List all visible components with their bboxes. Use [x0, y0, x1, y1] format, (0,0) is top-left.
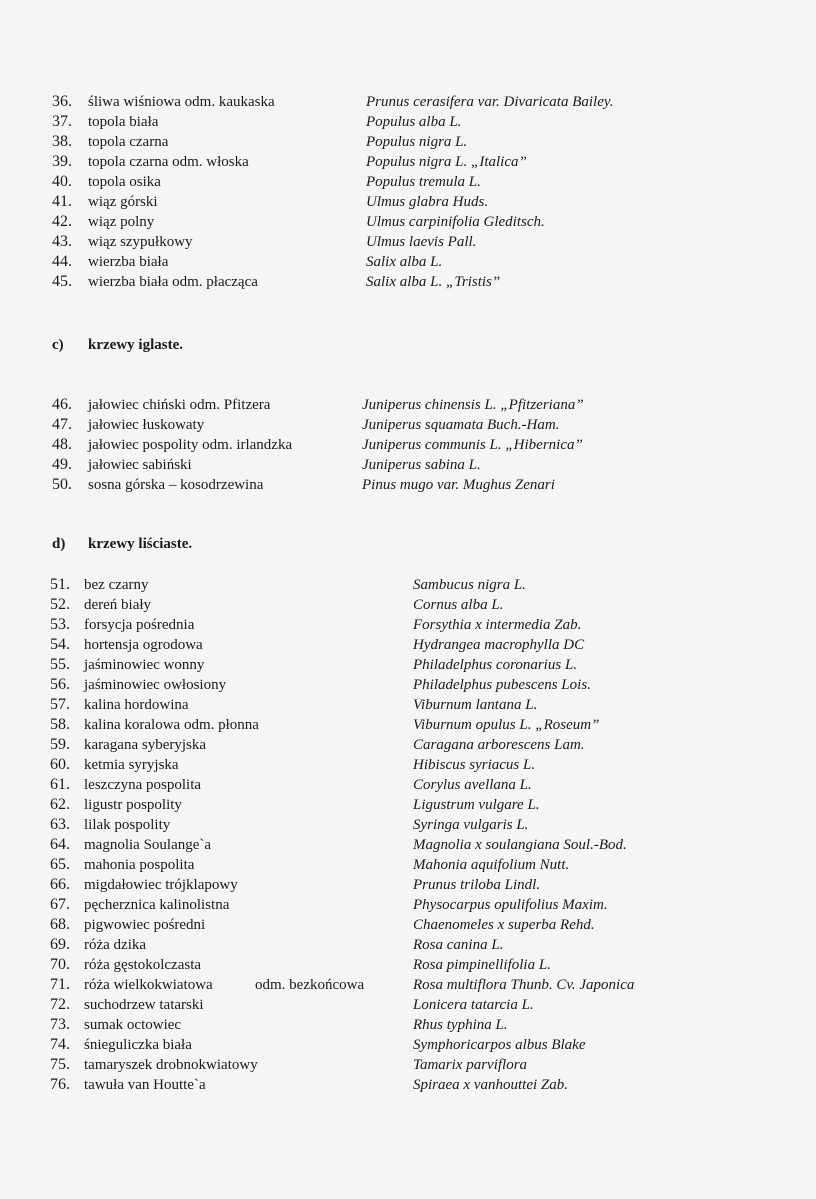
list-item	[0, 915, 816, 935]
latin-name: Spiraea x vanhouttei Zab.	[413, 1077, 568, 1093]
item-number: 72.	[50, 996, 70, 1013]
item-number: 57.	[50, 696, 70, 713]
latin-name: Ulmus laevis Pall.	[366, 234, 477, 250]
list-item	[0, 875, 816, 895]
latin-name: Forsythia x intermedia Zab.	[413, 617, 582, 633]
item-number: 58.	[50, 716, 70, 733]
list-item	[0, 192, 816, 212]
item-number: 67.	[50, 896, 70, 913]
polish-name: sosna górska – kosodrzewina	[88, 477, 264, 493]
list-item	[0, 735, 816, 755]
polish-name: kalina hordowina	[84, 697, 189, 713]
list-item	[0, 775, 816, 795]
latin-name: Rosa canina L.	[413, 937, 504, 953]
latin-name: Prunus cerasifera var. Divaricata Bailey.	[366, 94, 614, 110]
latin-name: Juniperus squamata Buch.-Ham.	[362, 417, 560, 433]
polish-name: jałowiec pospolity odm. irlandzka	[88, 437, 293, 453]
latin-name: Hibiscus syriacus L.	[413, 757, 536, 773]
polish-name: kalina koralowa odm. płonna	[84, 717, 259, 733]
latin-name: Rosa multiflora Thunb. Cv. Japonica	[413, 977, 635, 993]
latin-name: Philadelphus coronarius L.	[413, 657, 578, 673]
polish-name: migdałowiec trójklapowy	[84, 877, 238, 893]
item-number: 53.	[50, 616, 70, 633]
polish-name: karagana syberyjska	[84, 737, 207, 753]
item-number: 38.	[52, 133, 72, 150]
latin-name: Pinus mugo var. Mughus Zenari	[362, 477, 555, 493]
item-number: 50.	[52, 476, 72, 493]
item-number: 47.	[52, 416, 72, 433]
polish-name: topola czarna odm. włoska	[88, 154, 249, 170]
polish-name: leszczyna pospolita	[84, 777, 202, 793]
list-item	[0, 1075, 816, 1095]
species-list-trees	[0, 92, 816, 292]
latin-name: Populus alba L.	[366, 114, 462, 130]
list-item	[0, 1035, 816, 1055]
list-item	[0, 955, 816, 975]
latin-name: Mahonia aquifolium Nutt.	[413, 857, 570, 873]
list-item	[0, 975, 816, 995]
polish-name: róża wielkokwiatowa	[84, 977, 213, 993]
latin-name: Corylus avellana L.	[413, 777, 532, 793]
list-item	[0, 172, 816, 192]
list-item	[0, 675, 816, 695]
polish-name: pęcherznica kalinolistna	[84, 897, 230, 913]
item-number: 56.	[50, 676, 70, 693]
latin-name: Populus nigra L. „Italica”	[366, 154, 527, 170]
polish-name: śnieguliczka biała	[84, 1037, 192, 1053]
list-item	[0, 1015, 816, 1035]
polish-name: róża dzika	[84, 937, 147, 953]
polish-name: suchodrzew tatarski	[84, 997, 204, 1013]
polish-name: wierzba biała	[88, 254, 169, 270]
list-item	[0, 132, 816, 152]
latin-name: Juniperus communis L. „Hibernica”	[362, 437, 583, 453]
latin-name: Caragana arborescens Lam.	[413, 737, 585, 753]
latin-name: Juniperus sabina L.	[362, 457, 481, 473]
item-number: 45.	[52, 273, 72, 290]
list-item	[0, 435, 816, 455]
section-heading-deciduous-shrubs	[52, 536, 192, 553]
polish-name: dereń biały	[84, 597, 152, 613]
latin-name: Sambucus nigra L.	[413, 577, 526, 593]
section-letter: c)	[52, 337, 64, 353]
list-item	[0, 895, 816, 915]
latin-name: Populus nigra L.	[366, 134, 468, 150]
polish-name: jaśminowiec wonny	[84, 657, 205, 673]
polish-name: śliwa wiśniowa odm. kaukaska	[88, 94, 275, 110]
item-number: 48.	[52, 436, 72, 453]
list-item	[0, 615, 816, 635]
latin-name: Physocarpus opulifolius Maxim.	[413, 897, 608, 913]
item-number: 44.	[52, 253, 72, 270]
polish-name: jałowiec łuskowaty	[88, 417, 205, 433]
species-list-conifer-shrubs	[0, 395, 816, 495]
section-heading-conifer-shrubs	[52, 337, 183, 354]
latin-name: Ulmus carpinifolia Gleditsch.	[366, 214, 545, 230]
list-item	[0, 835, 816, 855]
polish-name: wiąz górski	[88, 194, 158, 210]
polish-name: hortensja ogrodowa	[84, 637, 203, 653]
latin-name: Ulmus glabra Huds.	[366, 194, 489, 210]
species-list-deciduous-shrubs	[0, 575, 816, 1095]
list-item	[0, 92, 816, 112]
polish-name: sumak octowiec	[84, 1017, 182, 1033]
latin-name: Rhus typhina L.	[413, 1017, 508, 1033]
item-number: 46.	[52, 396, 72, 413]
list-item	[0, 395, 816, 415]
list-item	[0, 995, 816, 1015]
polish-name: jałowiec chiński odm. Pfitzera	[88, 397, 271, 413]
item-number: 36.	[52, 93, 72, 110]
latin-name: Hydrangea macrophylla DC	[413, 637, 585, 653]
polish-name: wiąz polny	[88, 214, 155, 230]
polish-name: wierzba biała odm. płacząca	[88, 274, 258, 290]
item-number: 51.	[50, 576, 70, 593]
latin-name: Lonicera tatarcia L.	[413, 997, 534, 1013]
latin-name: Magnolia x soulangiana Soul.-Bod.	[413, 837, 627, 853]
item-number: 66.	[50, 876, 70, 893]
polish-name: pigwowiec pośredni	[84, 917, 206, 933]
item-number: 55.	[50, 656, 70, 673]
polish-name: forsycja pośrednia	[84, 617, 195, 633]
item-number: 74.	[50, 1036, 70, 1053]
item-number: 70.	[50, 956, 70, 973]
list-item	[0, 232, 816, 252]
polish-name: topola osika	[88, 174, 161, 190]
list-item	[0, 575, 816, 595]
polish-name-variety: odm. bezkońcowa	[255, 977, 365, 993]
latin-name: Symphoricarpos albus Blake	[413, 1037, 586, 1053]
latin-name: Viburnum opulus L. „Roseum”	[413, 717, 600, 733]
item-number: 59.	[50, 736, 70, 753]
polish-name: wiąz szypułkowy	[88, 234, 193, 250]
item-number: 69.	[50, 936, 70, 953]
list-item	[0, 455, 816, 475]
list-item	[0, 715, 816, 735]
polish-name: lilak pospolity	[84, 817, 171, 833]
item-number: 64.	[50, 836, 70, 853]
list-item	[0, 635, 816, 655]
item-number: 42.	[52, 213, 72, 230]
item-number: 60.	[50, 756, 70, 773]
polish-name: magnolia Soulange`a	[84, 837, 212, 853]
latin-name: Salix alba L.	[366, 254, 443, 270]
item-number: 41.	[52, 193, 72, 210]
list-item	[0, 815, 816, 835]
list-item	[0, 595, 816, 615]
polish-name: topola czarna	[88, 134, 169, 150]
list-item	[0, 252, 816, 272]
item-number: 75.	[50, 1056, 70, 1073]
latin-name: Juniperus chinensis L. „Pfitzeriana”	[362, 397, 584, 413]
latin-name: Populus tremula L.	[366, 174, 481, 190]
list-item	[0, 655, 816, 675]
latin-name: Tamarix parviflora	[413, 1057, 528, 1073]
polish-name: ligustr pospolity	[84, 797, 182, 813]
item-number: 40.	[52, 173, 72, 190]
latin-name: Viburnum lantana L.	[413, 697, 538, 713]
latin-name: Ligustrum vulgare L.	[413, 797, 540, 813]
list-item	[0, 212, 816, 232]
item-number: 49.	[52, 456, 72, 473]
latin-name: Chaenomeles x superba Rehd.	[413, 917, 595, 933]
list-item	[0, 795, 816, 815]
latin-name: Syringa vulgaris L.	[413, 817, 529, 833]
list-item	[0, 695, 816, 715]
item-number: 62.	[50, 796, 70, 813]
item-number: 37.	[52, 113, 72, 130]
item-number: 52.	[50, 596, 70, 613]
item-number: 65.	[50, 856, 70, 873]
polish-name: mahonia pospolita	[84, 857, 195, 873]
list-item	[0, 855, 816, 875]
item-number: 73.	[50, 1016, 70, 1033]
polish-name: róża gęstokolczasta	[84, 957, 202, 973]
section-title: krzewy liściaste.	[88, 536, 193, 552]
section-letter: d)	[52, 536, 66, 552]
item-number: 63.	[50, 816, 70, 833]
polish-name: jaśminowiec owłosiony	[84, 677, 227, 693]
list-item	[0, 935, 816, 955]
item-number: 39.	[52, 153, 72, 170]
item-number: 76.	[50, 1076, 70, 1093]
item-number: 43.	[52, 233, 72, 250]
section-title: krzewy iglaste.	[88, 337, 183, 353]
polish-name: bez czarny	[84, 577, 149, 593]
polish-name: ketmia syryjska	[84, 757, 179, 773]
list-item	[0, 475, 816, 495]
latin-name: Cornus alba L.	[413, 597, 504, 613]
item-number: 54.	[50, 636, 70, 653]
latin-name: Rosa pimpinellifolia L.	[413, 957, 551, 973]
item-number: 71.	[50, 976, 70, 993]
list-item	[0, 152, 816, 172]
list-item	[0, 112, 816, 132]
polish-name: tawuła van Houtte`a	[84, 1077, 206, 1093]
polish-name: jałowiec sabiński	[88, 457, 192, 473]
latin-name: Prunus triloba Lindl.	[413, 877, 541, 893]
polish-name: topola biała	[88, 114, 159, 130]
latin-name: Philadelphus pubescens Lois.	[413, 677, 591, 693]
list-item	[0, 415, 816, 435]
list-item	[0, 272, 816, 292]
list-item	[0, 755, 816, 775]
list-item	[0, 1055, 816, 1075]
item-number: 68.	[50, 916, 70, 933]
item-number: 61.	[50, 776, 70, 793]
polish-name: tamaryszek drobnokwiatowy	[84, 1057, 258, 1073]
latin-name: Salix alba L. „Tristis”	[366, 274, 501, 290]
